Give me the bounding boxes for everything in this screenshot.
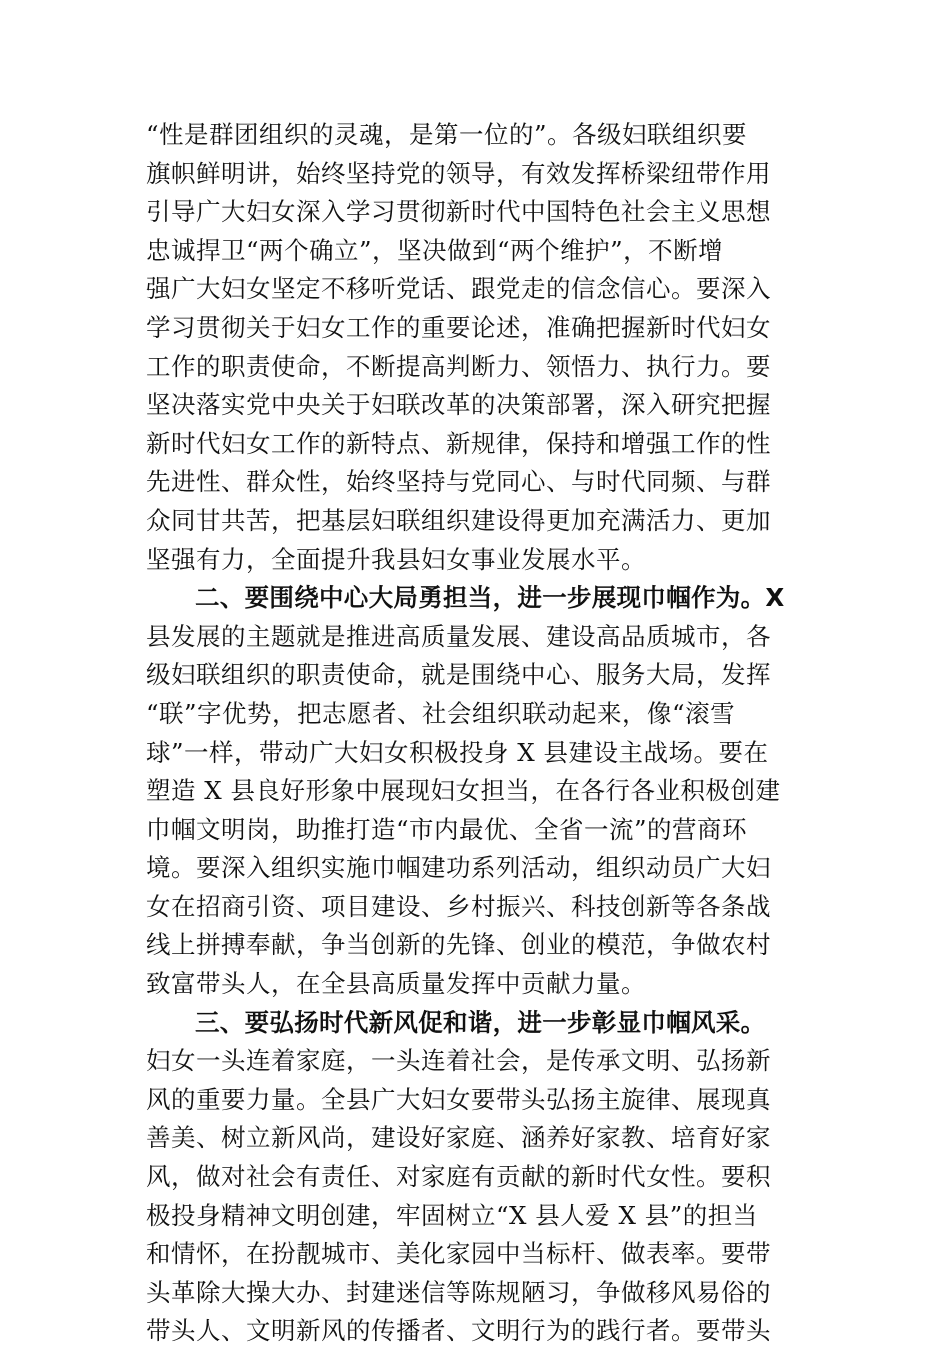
text-line: 塑造 X 县良好形象中展现妇女担当，在各行各业积极创建 [146,776,781,806]
text-line: 引导广大妇女深入学习贯彻新时代中国特色社会主义思想 [146,197,771,227]
text-line: 旗帜鲜明讲，始终坚持党的领导，有效发挥桥梁纽带作用 [146,158,771,188]
text-line: 极投身精神文明创建，牢固树立“X 县人爱 X 县”的担当 [146,1200,758,1230]
text-line: 头革除大操大办、封建迷信等陈规陋习，争做移风易俗的 [146,1277,771,1307]
paragraph-1 [146,116,806,579]
document-body [146,116,806,1351]
text-line: 线上拼搏奉献，争当创新的先锋、创业的模范，争做农村 [146,930,771,960]
text-line: 众同甘共苦，把基层妇联组织建设得更加充满活力、更加 [146,505,771,535]
paragraph-2 [146,579,806,1004]
text-line: 球”一样，带动广大妇女积极投身 X 县建设主战场。要在 [146,737,769,767]
section-heading-2: 二、要围绕中心大局勇担当，进一步展现巾帼作为。X [195,583,785,613]
text-line: 坚决落实党中央关于妇联改革的决策部署，深入研究把握 [146,390,771,420]
text-line: 女在招商引资、项目建设、乡村振兴、科技创新等各条战 [146,891,771,921]
text-line: 强广大妇女坚定不移听党话、跟党走的信念信心。要深入 [146,274,771,304]
text-line: 风的重要力量。全县广大妇女要带头弘扬主旋律、展现真 [146,1084,771,1114]
text-line: 学习贯彻关于妇女工作的重要论述，准确把握新时代妇女 [146,312,771,342]
text-line: 致富带头人，在全县高质量发挥中贡献力量。 [146,969,646,999]
text-line: 境。要深入组织实施巾帼建功系列活动，组织动员广大妇 [146,853,771,883]
section-heading-3: 三、要弘扬时代新风促和谐，进一步彰显巾帼风采。 [195,1007,766,1037]
text-line: 工作的职责使命，不断提高判断力、领悟力、执行力。要 [146,351,771,381]
text-line: 巾帼文明岗，助推打造“市内最优、全省一流”的营商环 [146,814,748,844]
text-line: “性是群团组织的灵魂，是第一位的”。各级妇联组织要 [146,120,748,149]
text-line: 新时代妇女工作的新特点、新规律，保持和增强工作的性 [146,428,771,458]
text-line: 妇女一头连着家庭，一头连着社会，是传承文明、弘扬新 [146,1046,771,1076]
text-line: 忠诚捍卫“两个确立”，坚决做到“两个维护”，不断增 [146,235,724,265]
text-line: 坚强有力，全面提升我县妇女事业发展水平。 [146,544,646,574]
text-line: 县发展的主题就是推进高质量发展、建设高品质城市，各 [146,621,771,651]
text-line: 级妇联组织的职责使命，就是围绕中心、服务大局，发挥 [146,660,771,690]
text-line: 善美、树立新风尚，建设好家庭、涵养好家教、培育好家 [146,1123,771,1153]
text-line: “联”字优势，把志愿者、社会组织联动起来，像“滚雪 [146,698,736,728]
paragraph-3 [146,1004,806,1351]
text-line: 风，做对社会有责任、对家庭有贡献的新时代女性。要积 [146,1162,771,1192]
text-line: 先进性、群众性，始终坚持与党同心、与时代同频、与群 [146,467,771,497]
text-line: 带头人、文明新风的传播者、文明行为的践行者。要带头 [146,1316,771,1346]
text-line: 和情怀，在扮靓城市、美化家园中当标杆、做表率。要带 [146,1239,771,1269]
